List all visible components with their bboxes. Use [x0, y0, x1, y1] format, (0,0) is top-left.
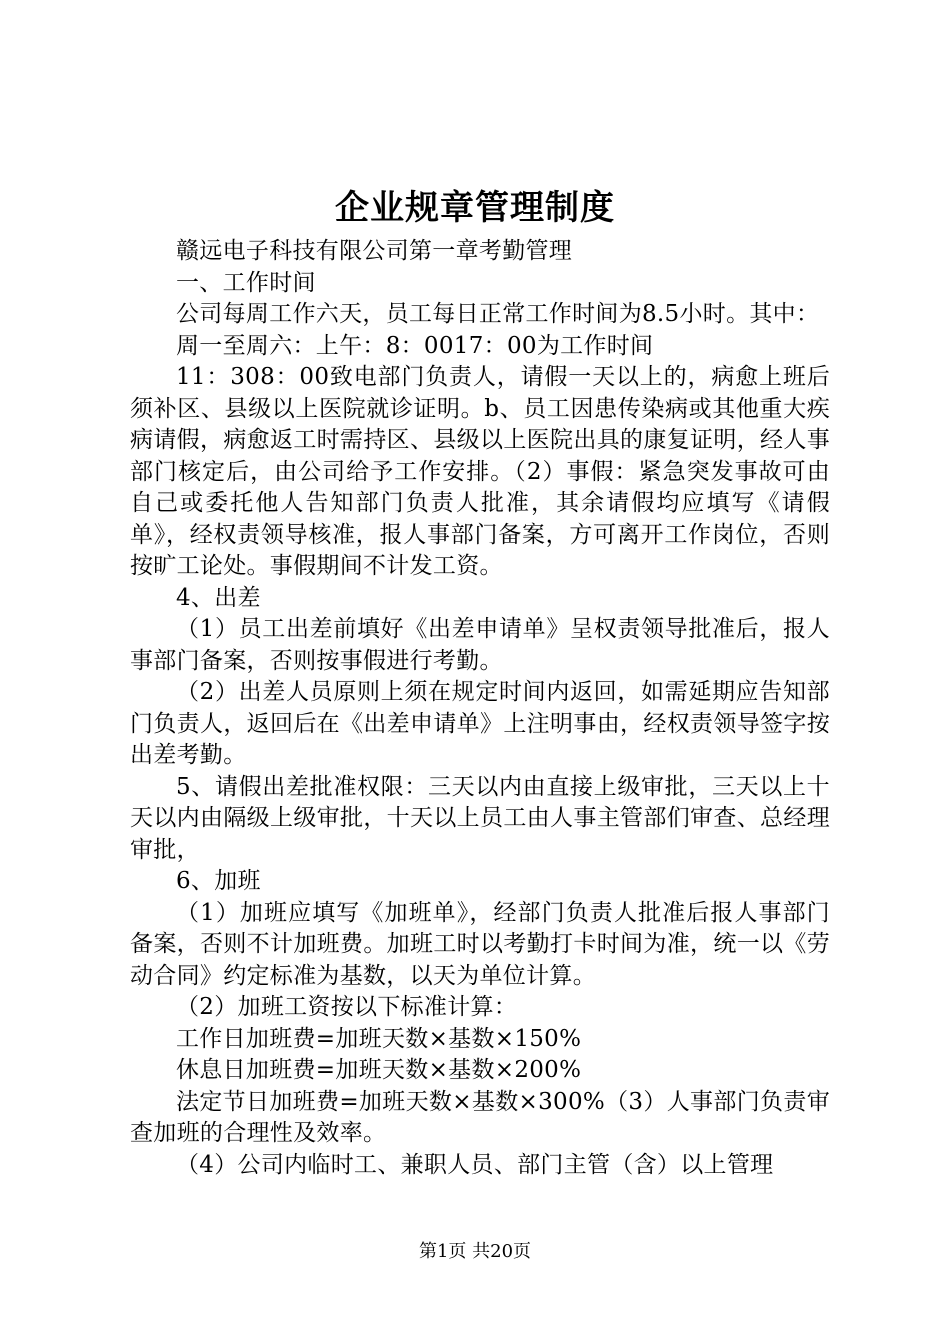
paragraph: 工作日加班费=加班天数×基数×150%: [176, 1025, 582, 1052]
paragraph: 周一至周六：上午：8：0017：00为工作时间: [176, 332, 654, 359]
paragraph: 公司每周工作六天，员工每日正常工作时间为8.5小时。其中：: [176, 301, 820, 327]
page-number-footer: 第1页 共20页: [418, 1241, 532, 1262]
document-title: 企业规章管理制度: [335, 188, 615, 228]
document-body: [130, 236, 830, 1181]
paragraph: 休息日加班费=加班天数×基数×200%: [176, 1057, 582, 1083]
paragraph: （4）公司内临时工、兼职人员、部门主管（含）以上管理: [176, 1151, 774, 1178]
paragraph: 5、请假出差批准权限：三天以内由直接上级审批，三天以上十天以内由隔级上级审批，十天以上员工由人事主管部们审查、总经理审批，: [130, 773, 830, 863]
paragraph: 赣远电子科技有限公司第一章考勤管理: [176, 238, 573, 264]
paragraph: 11：308：00致电部门负责人，请假一天以上的，病愈上班后须补区、县级以上医院就诊证明。b、员工因患传染病或其他重大疾病请假，病愈返工时需持区、县级以上医院出具的康复证明，经人事部门核定后，由公司给予工作安排。（2）事假：紧急突发事故可由自己或委托他人告知部门负责人批准，其余请假均应填写《请假单》，经权责领导核准，报人事部门备案，方可离开工作岗位，否则按旷工论处。事假期间不计发工资。: [130, 364, 830, 579]
paragraph: （1）加班应填写《加班单》，经部门负责人批准后报人事部门备案，否则不计加班费。加班工时以考勤打卡时间为准，统一以《劳动合同》约定标准为基数，以天为单位计算。: [130, 899, 830, 989]
paragraph: 6、加班: [176, 868, 261, 894]
paragraph: （2）加班工资按以下标准计算：: [176, 994, 518, 1020]
paragraph: （1）员工出差前填好《出差申请单》呈权责领导批准后，报人事部门备案，否则按事假进行考勤。: [130, 616, 830, 674]
paragraph: 法定节日加班费=加班天数×基数×300%（3）人事部门负责审查加班的合理性及效率。: [130, 1088, 830, 1146]
paragraph: （2）出差人员原则上须在规定时间内返回，如需延期应告知部门负责人，返回后在《出差申请单》上注明事由，经权责领导签字按出差考勤。: [130, 679, 830, 768]
paragraph: 4、出差: [176, 584, 261, 611]
paragraph: 一、工作时间: [176, 269, 316, 296]
